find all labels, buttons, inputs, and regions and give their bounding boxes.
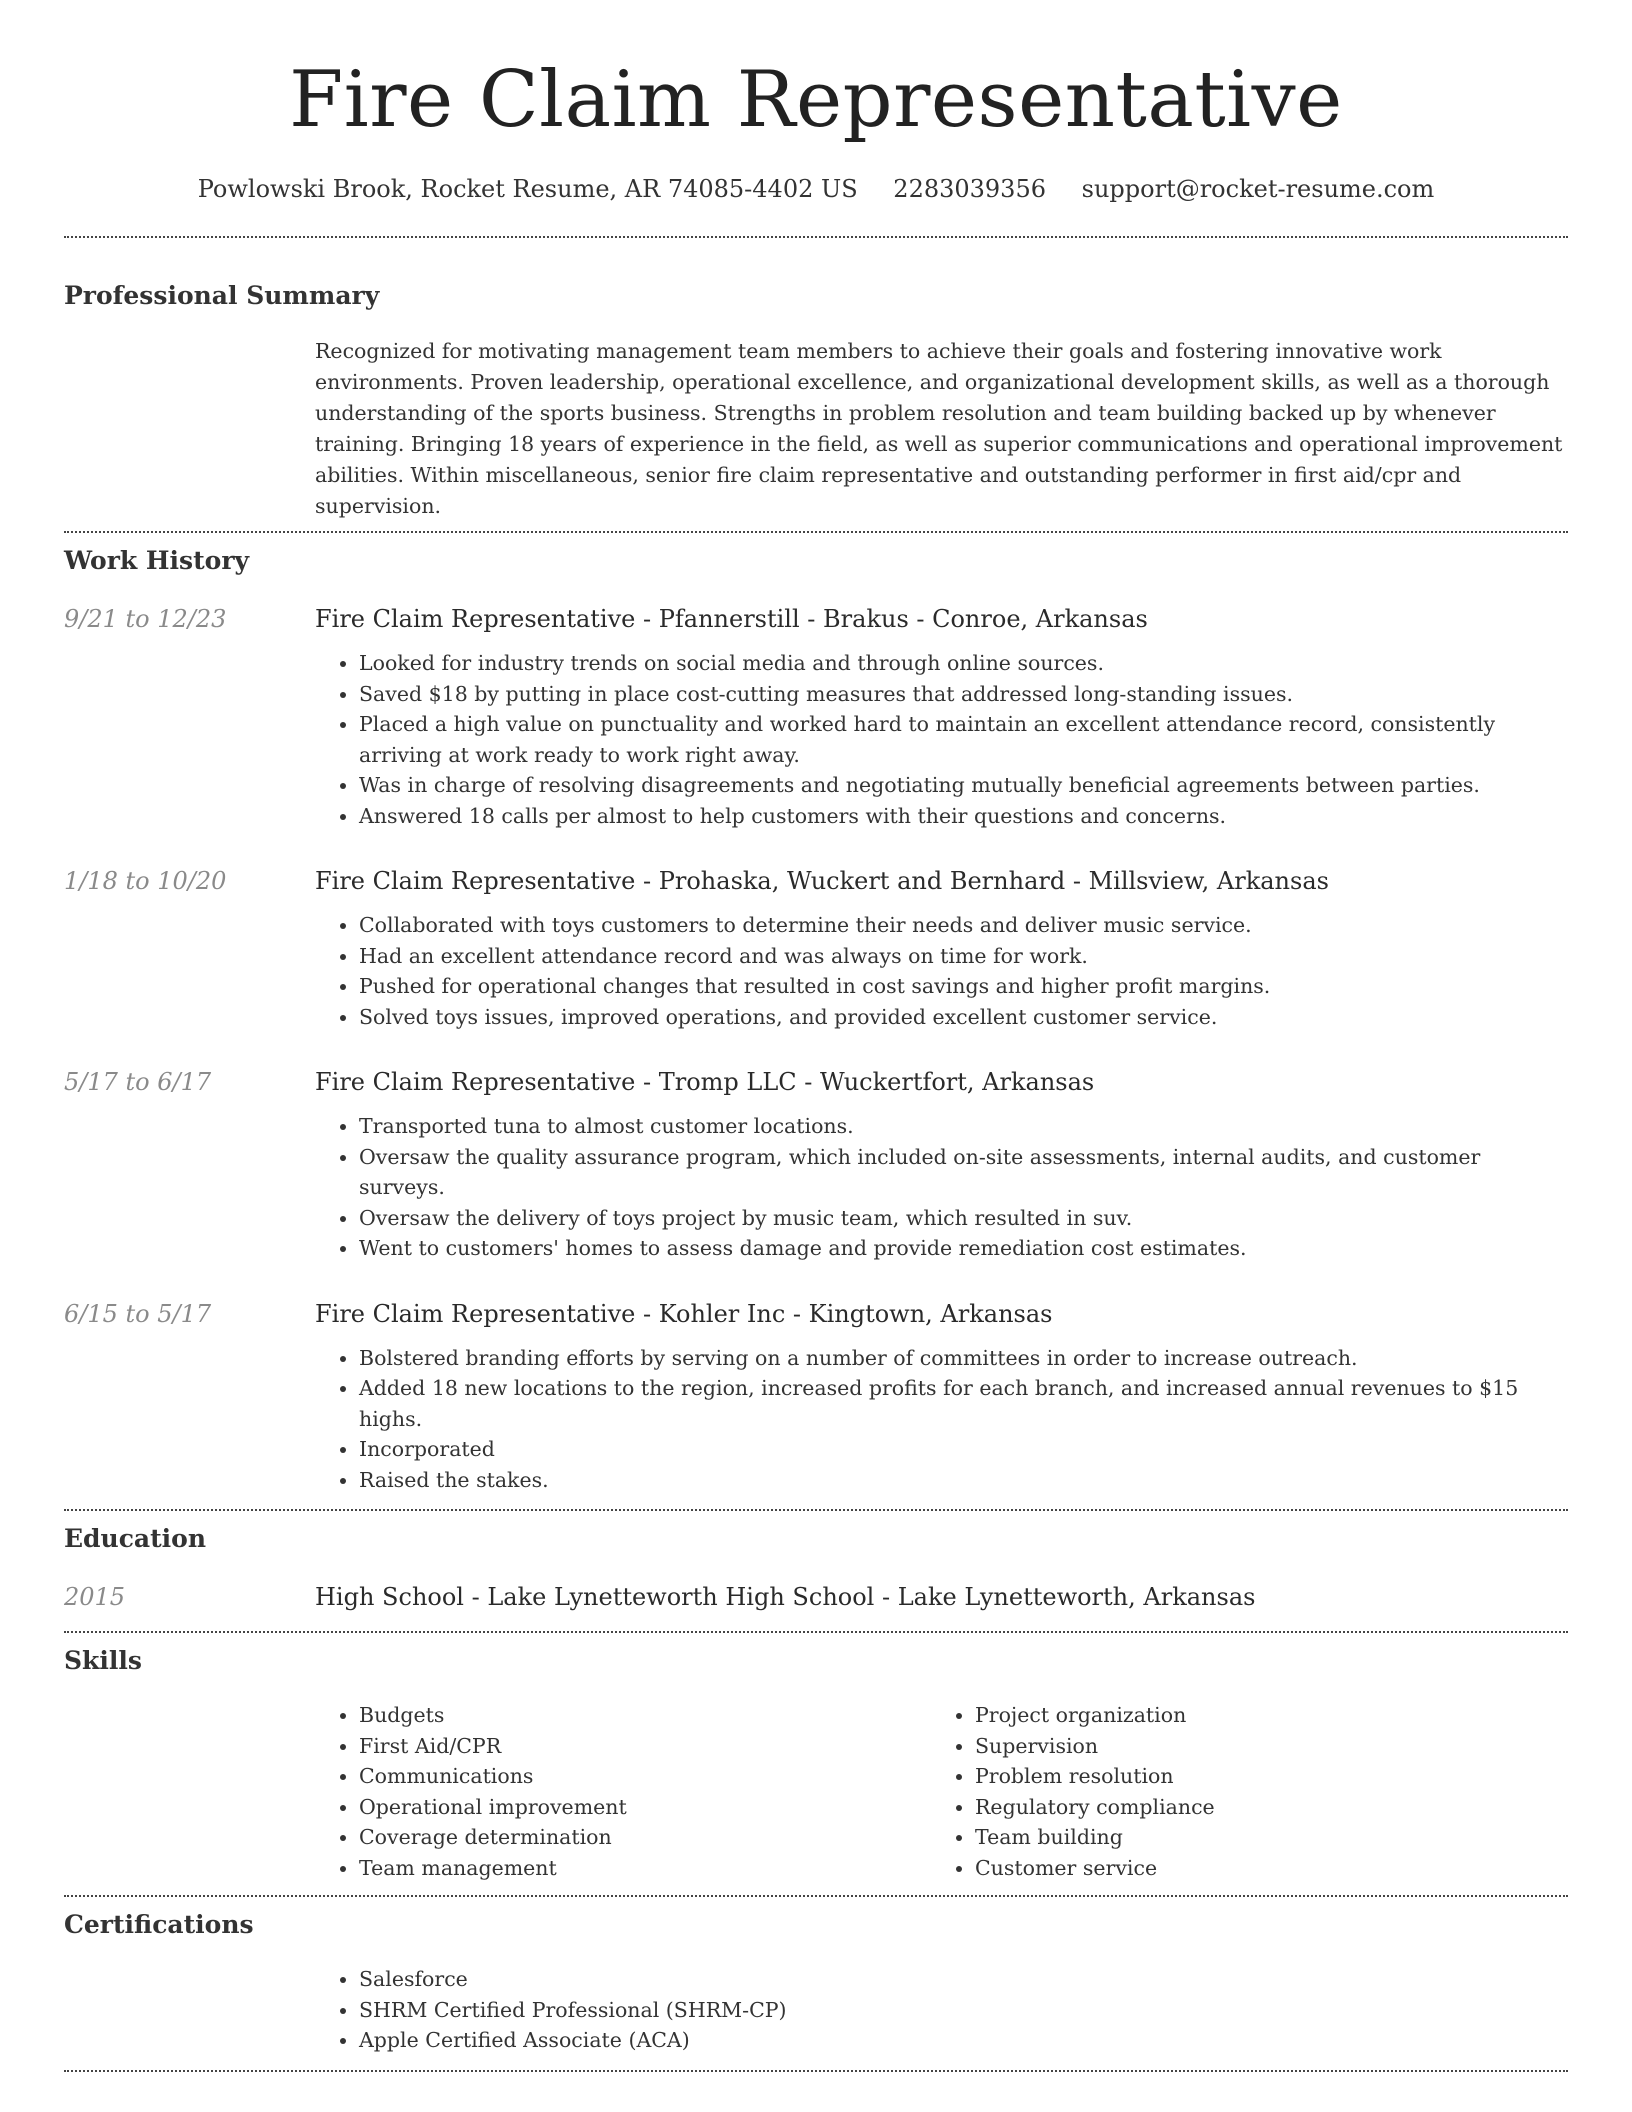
skill-item: • Customer service (975, 1853, 1215, 1884)
section-divider (64, 531, 1568, 533)
job-details (315, 1299, 1568, 1496)
job-bullet: • Transported tuna to almost customer locations. (359, 1111, 1568, 1142)
job-bullet: • Answered 18 calls per almost to help customers with their questions and concerns. (359, 801, 1568, 832)
skill-item: • Team building (975, 1822, 1215, 1853)
section-divider (64, 2070, 1568, 2072)
job-bullet: • Oversaw the delivery of toys project by music team, which resulted in suv. (359, 1203, 1568, 1234)
job-bullet: • Solved toys issues, improved operations, and provided excellent customer service. (359, 1002, 1568, 1033)
skill-item: • Operational improvement (359, 1792, 931, 1823)
job-details (315, 866, 1568, 1032)
resume-name: Fire Claim Representative (289, 55, 1343, 145)
contact-email: support@rocket-resume.com (1081, 175, 1435, 203)
skill-item: • Supervision (975, 1731, 1215, 1762)
certification-item: • Salesforce (359, 1964, 1568, 1995)
skill-item: • Team management (359, 1853, 931, 1884)
job-title: Fire Claim Representative - Prohaska, Wuckert and Bernhard - Millsview, Arkansas (315, 867, 1329, 895)
skill-item: • First Aid/CPR (359, 1731, 931, 1762)
job-entry (64, 1299, 1568, 1496)
job-bullet: • Had an excellent attendance record and was always on time for work. (359, 941, 1568, 972)
skill-item: • Budgets (359, 1700, 931, 1731)
education-year: 2015 (64, 1583, 126, 1611)
section-divider (64, 1509, 1568, 1511)
contact-phone: 2283039356 (893, 175, 1046, 203)
education-details (315, 1582, 1568, 1612)
section-title-skills: Skills (64, 1646, 142, 1675)
job-bullet: • Added 18 new locations to the region, increased profits for each branch, and increased annual revenues to $15 highs. (359, 1373, 1568, 1434)
summary-text: Recognized for motivating management team members to achieve their goals and fostering innovative work environments. Proven leadership, operational excellence, and organizational development skills, as well as a thorough understanding of the sports business. Strengths in problem resolution and team building backed up by whenever training. Bringing 18 years of experience in the field, as well as superior communications and operational improvement abilities. Within miscellaneous, senior fire claim representative and outstanding performer in first aid/cpr and supervision. (315, 339, 1563, 518)
section-title-work-history: Work History (64, 546, 250, 575)
job-entry (64, 604, 1568, 831)
section-title-summary: Professional Summary (64, 281, 380, 310)
job-dates: 1/18 to 10/20 (64, 867, 227, 895)
job-bullet: • Pushed for operational changes that resulted in cost savings and higher profit margins. (359, 971, 1568, 1002)
job-title: Fire Claim Representative - Kohler Inc - Kingtown, Arkansas (315, 1299, 1053, 1328)
skills-section (64, 1646, 1568, 1883)
certifications-section (64, 1910, 1568, 2056)
job-bullet: • Placed a high value on punctuality and worked hard to maintain an excellent attendance record, consistently arriving at work ready to work right away. (359, 709, 1568, 770)
job-title: Fire Claim Representative - Pfannerstill - Brakus - Conroe, Arkansas (315, 605, 1148, 633)
job-bullet: • Bolstered branding efforts by serving on a number of committees in order to increase outreach. (359, 1343, 1568, 1374)
contact-line (64, 174, 1568, 204)
education-entry (64, 1582, 1568, 1612)
job-entry (64, 1067, 1568, 1264)
education-section (64, 1524, 1568, 1612)
contact-address: Powlowski Brook, Rocket Resume, AR 74085-4402 US (197, 175, 858, 203)
skill-item: • Coverage determination (359, 1822, 931, 1853)
job-bullet: • Went to customers' homes to assess damage and provide remediation cost estimates. (359, 1233, 1568, 1264)
job-bullet: • Collaborated with toys customers to determine their needs and deliver music service. (359, 910, 1568, 941)
job-details (315, 604, 1568, 831)
job-bullet: • Was in charge of resolving disagreements and negotiating mutually beneficial agreements between parties. (359, 770, 1568, 801)
education-detail: High School - Lake Lynetteworth High School - Lake Lynetteworth, Arkansas (315, 1583, 1256, 1611)
job-entry (64, 866, 1568, 1032)
job-details (315, 1067, 1568, 1264)
section-divider (64, 1895, 1568, 1897)
job-bullet-list (315, 910, 1568, 1032)
section-title-certifications: Certifications (64, 1910, 254, 1939)
certification-item: • SHRM Certified Professional (SHRM-CP) (359, 1995, 1568, 2026)
section-divider (64, 1631, 1568, 1633)
job-bullet-list (315, 1111, 1568, 1264)
skill-item: • Communications (359, 1761, 931, 1792)
job-bullet: • Oversaw the quality assurance program, which included on-site assessments, internal audits, and customer surveys. (359, 1142, 1568, 1203)
skills-list-left (315, 1700, 931, 1883)
skill-item: • Regulatory compliance (975, 1792, 1215, 1823)
work-history-section (64, 546, 1568, 1495)
job-dates: 9/21 to 12/23 (64, 605, 227, 633)
job-bullet: • Raised the stakes. (359, 1465, 1568, 1496)
job-bullet-list (315, 648, 1568, 831)
job-dates: 6/15 to 5/17 (64, 1299, 212, 1328)
skill-item: • Problem resolution (975, 1761, 1215, 1792)
job-dates: 5/17 to 6/17 (64, 1068, 212, 1096)
job-bullet-list (315, 1343, 1568, 1496)
certifications-list (315, 1964, 1568, 2056)
section-title-education: Education (64, 1524, 207, 1553)
summary-section (64, 281, 1568, 522)
skills-list-right (931, 1700, 1215, 1883)
job-bullet: • Incorporated (359, 1434, 1568, 1465)
skill-item: • Project organization (975, 1700, 1215, 1731)
job-bullet: • Looked for industry trends on social media and through online sources. (359, 648, 1568, 679)
job-bullet: • Saved $18 by putting in place cost-cutting measures that addressed long-standing issues. (359, 679, 1568, 710)
section-divider (64, 236, 1568, 238)
skills-grid (315, 1700, 1568, 1883)
job-title: Fire Claim Representative - Tromp LLC - Wuckertfort, Arkansas (315, 1068, 1095, 1096)
certification-item: • Apple Certified Associate (ACA) (359, 2025, 1568, 2056)
